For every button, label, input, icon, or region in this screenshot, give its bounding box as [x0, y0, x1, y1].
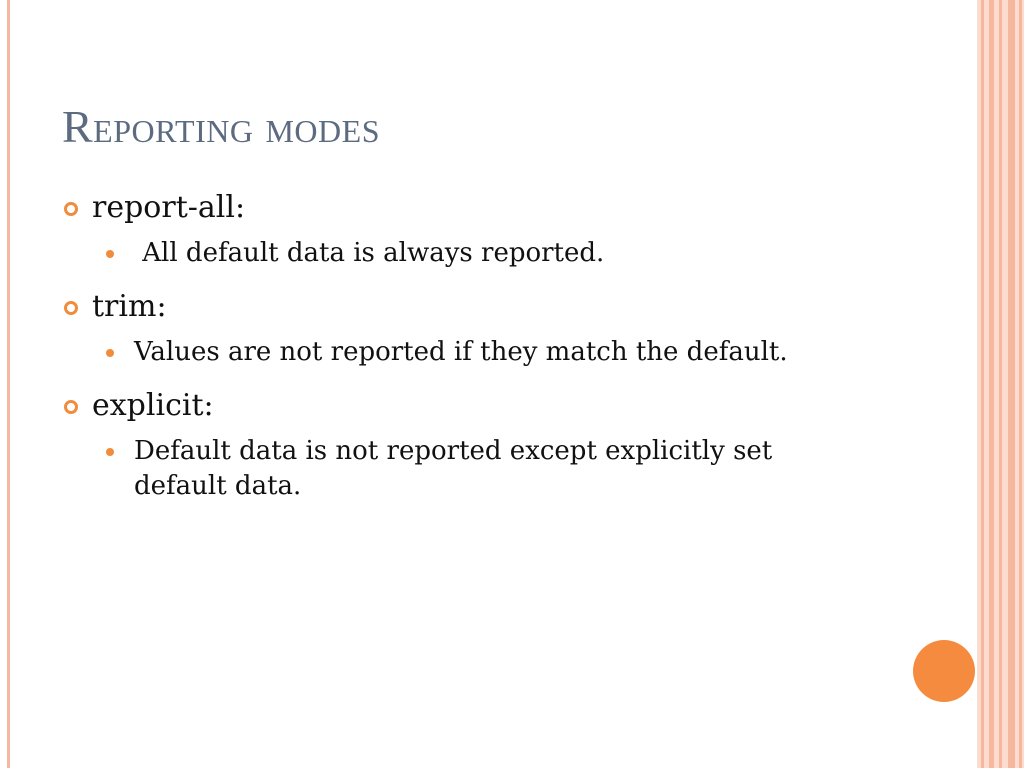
band-stripe — [1008, 0, 1015, 768]
bullet-item — [62, 287, 862, 327]
band-stripe — [999, 0, 1002, 768]
slide-title: Reporting modes — [62, 101, 380, 152]
sub-bullet-item — [62, 434, 834, 504]
bullet-item — [62, 188, 862, 228]
ring-bullet-icon — [64, 400, 78, 414]
band-stripe — [989, 0, 994, 768]
sub-bullet-text: Default data is not reported except explicitly set default data. — [134, 436, 773, 501]
ring-bullet-icon — [64, 301, 78, 315]
sub-bullet-text: Values are not reported if they match the default. — [134, 337, 788, 367]
sub-bullet-text: All default data is always reported. — [134, 238, 605, 268]
right-decorative-band — [977, 0, 1024, 768]
sub-bullet-item — [62, 236, 862, 271]
sub-bullet-item — [62, 335, 862, 370]
bullet-label: report-all: — [92, 190, 246, 225]
dot-bullet-icon — [106, 349, 114, 357]
bullet-label: explicit: — [92, 388, 214, 423]
bullet-label: trim: — [92, 289, 167, 324]
bullet-list — [62, 188, 862, 520]
band-stripe — [1019, 0, 1022, 768]
decorative-circle — [913, 640, 975, 702]
bullet-item — [62, 386, 862, 426]
left-border-rule — [7, 0, 10, 768]
dot-bullet-icon — [106, 250, 114, 258]
ring-bullet-icon — [64, 202, 78, 216]
dot-bullet-icon — [106, 448, 114, 456]
band-stripe — [981, 0, 984, 768]
